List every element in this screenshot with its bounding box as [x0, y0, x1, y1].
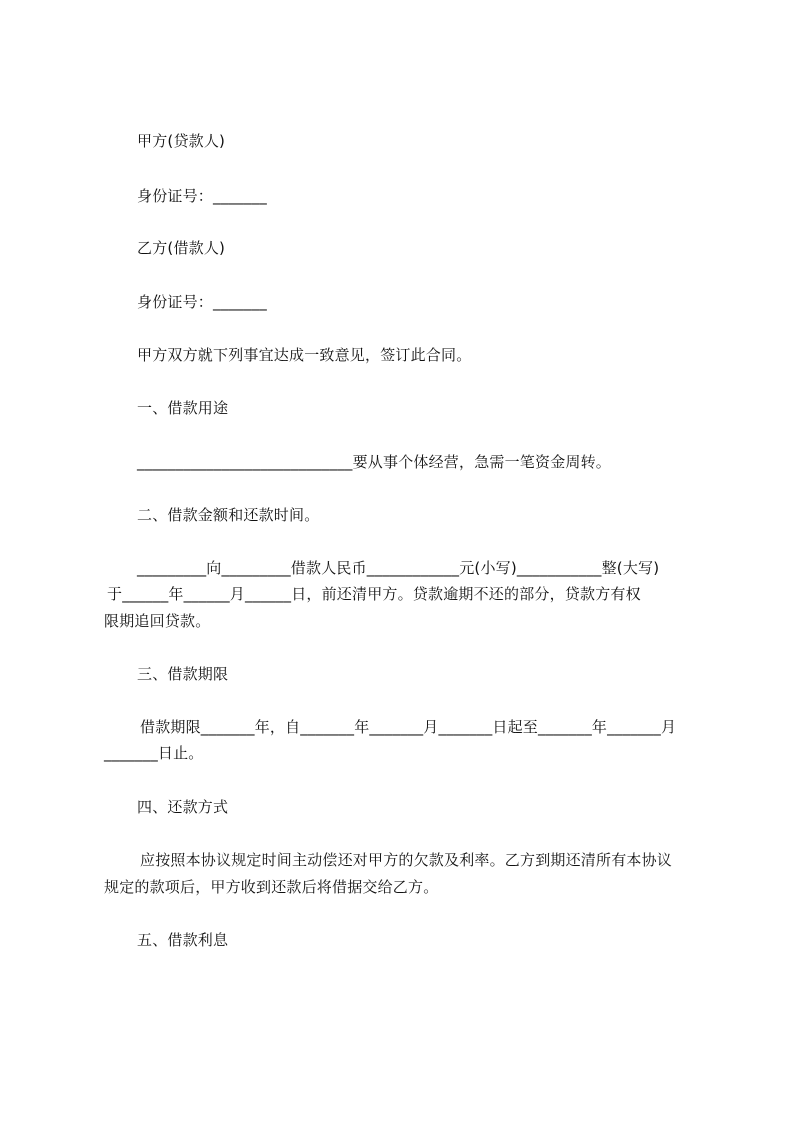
section-3-line-2: _______日止。 — [104, 744, 204, 762]
section-5-heading: 五、借款利息 — [137, 931, 229, 949]
section-4-line-1: 应按照本协议规定时间主动偿还对甲方的欠款及利率。乙方到期还清所有本协议 — [140, 851, 673, 869]
party-b-label: 乙方(借款人) — [137, 239, 226, 257]
party-a-id-field: 身份证号：_______ — [137, 187, 267, 205]
section-2-heading: 二、借款金额和还款时间。 — [137, 506, 320, 524]
party-a-label: 甲方(贷款人) — [137, 132, 226, 150]
section-1-text: ____________________________要从事个体经营，急需一笔资金周转。 — [137, 453, 612, 471]
section-3-line-1: 借款期限_______年，自_______年_______月_______日起至_______年_______月 — [140, 718, 677, 736]
intro-paragraph: 甲方双方就下列事宜达成一致意见，签订此合同。 — [137, 346, 472, 364]
section-2-line-2: 于______年______月______日，前还清甲方。贷款逾期不还的部分，贷款方有权 — [107, 585, 641, 603]
section-1-heading: 一、借款用途 — [137, 399, 229, 417]
party-b-id-field: 身份证号：_______ — [137, 293, 267, 311]
section-3-heading: 三、借款期限 — [137, 665, 229, 683]
section-4-heading: 四、还款方式 — [137, 798, 229, 816]
section-2-line-1: _________向_________借款人民币____________元(小写)___________整(大写) — [137, 559, 660, 577]
section-4-line-2: 规定的款项后，甲方收到还款后将借据交给乙方。 — [104, 878, 439, 896]
section-2-line-3: 限期追回贷款。 — [104, 612, 211, 630]
